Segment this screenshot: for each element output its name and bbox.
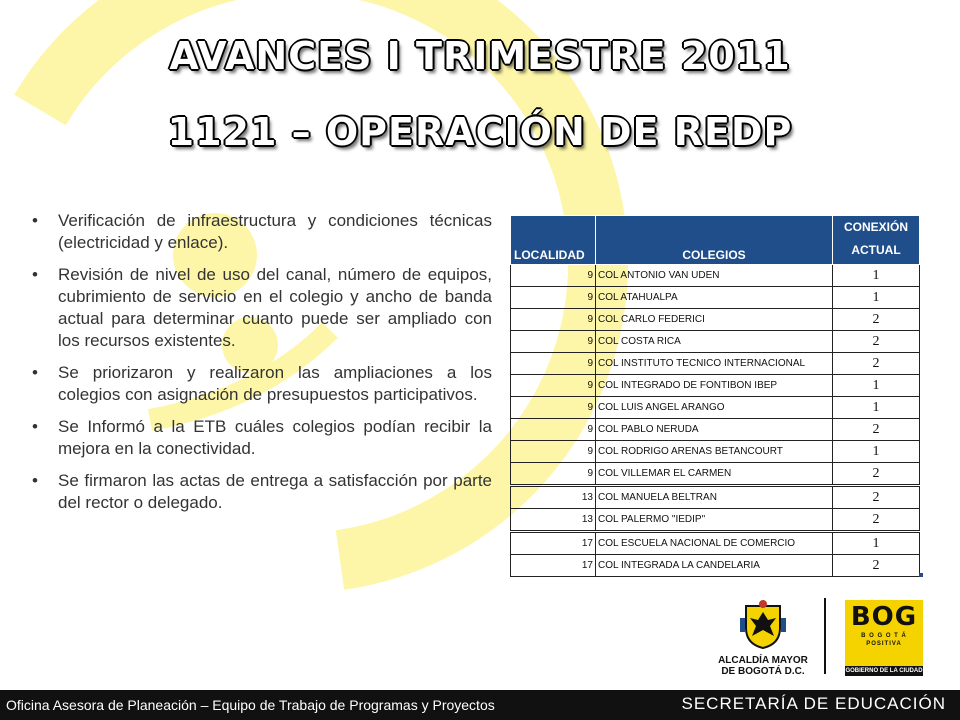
bullet-dot-icon: • bbox=[32, 211, 38, 230]
footer-right-text: SECRETARÍA DE EDUCACIÓN bbox=[681, 694, 946, 713]
alcaldia-line1: ALCALDÍA MAYOR bbox=[718, 655, 808, 666]
slide-subtitle: 1121 – OPERACIÓN DE REDP bbox=[167, 110, 793, 154]
logo-divider bbox=[824, 598, 826, 674]
footer-left-text: Oficina Asesora de Planeación – Equipo de Trabajo de Programas y Proyectos bbox=[6, 697, 495, 713]
alcaldia-logo bbox=[712, 598, 814, 677]
table-header-row bbox=[511, 216, 920, 265]
table-row: 13 COL MANUELA BELTRAN 2 bbox=[511, 486, 920, 509]
table-row: 9 COL VILLEMAR EL CARMEN 2 bbox=[511, 463, 920, 486]
header-colegios: COLEGIOS bbox=[596, 216, 833, 265]
slide-title: AVANCES I TRIMESTRE 2011 bbox=[169, 34, 791, 78]
bog-line1: B O G O T Á bbox=[861, 633, 907, 639]
coat-of-arms-icon bbox=[740, 598, 786, 650]
bullet-item: • Revisión de nivel de uso del canal, número de equipos, cubrimiento de servicio en el colegio y ancho de banda actual para determinar cuanto puede ser ampliado con los recursos existentes. bbox=[32, 265, 492, 350]
bullet-dot-icon: • bbox=[32, 417, 38, 436]
schools-table bbox=[510, 215, 920, 577]
bog-line2: POSITIVA bbox=[866, 641, 902, 647]
table-row: 9 COL INTEGRADO DE FONTIBON IBEP 1 bbox=[511, 375, 920, 397]
bullet-item: • Verificación de infraestructura y condiciones técnicas (electricidad y enlace). bbox=[32, 211, 492, 252]
header-conexion: CONEXIÓN ACTUAL bbox=[833, 216, 920, 265]
table-row: 9 COL RODRIGO ARENAS BETANCOURT 1 bbox=[511, 441, 920, 463]
table-row: 17 COL ESCUELA NACIONAL DE COMERCIO 1 bbox=[511, 532, 920, 555]
footer-bar bbox=[0, 690, 960, 720]
table-row: 9 COL ATAHUALPA 1 bbox=[511, 287, 920, 309]
bullet-item: • Se firmaron las actas de entrega a satisfacción por parte del rector o delegado. bbox=[32, 471, 492, 512]
table-row: 9 COL COSTA RICA 2 bbox=[511, 331, 920, 353]
bullet-item: • Se priorizaron y realizaron las ampliaciones a los colegios con asignación de presupuestos participativos. bbox=[32, 363, 492, 404]
bog-text: BOG bbox=[850, 602, 918, 632]
table-row: 9 COL PABLO NERUDA 2 bbox=[511, 419, 920, 441]
table-row: 9 COL ANTONIO VAN UDEN 1 bbox=[511, 265, 920, 287]
table-row: 17 COL INTEGRADA LA CANDELARIA 2 bbox=[511, 555, 920, 577]
table-row: 9 COL LUIS ANGEL ARANGO 1 bbox=[511, 397, 920, 419]
bullet-item: • Se Informó a la ETB cuáles colegios podían recibir la mejora en la conectividad. bbox=[32, 417, 492, 458]
table-row: 13 COL PALERMO "IEDIP" 2 bbox=[511, 509, 920, 532]
bog-bottom-text: GOBIERNO DE LA CIUDAD bbox=[845, 668, 923, 674]
table-row: 9 COL CARLO FEDERICI 2 bbox=[511, 309, 920, 331]
bullet-list bbox=[30, 210, 492, 524]
bogota-positiva-logo bbox=[845, 600, 923, 676]
bullet-dot-icon: • bbox=[32, 363, 38, 382]
bullet-dot-icon: • bbox=[32, 265, 38, 284]
bullet-dot-icon: • bbox=[32, 471, 38, 490]
table-row: 9 COL INSTITUTO TECNICO INTERNACIONAL 2 bbox=[511, 353, 920, 375]
alcaldia-line2: DE BOGOTÁ D.C. bbox=[721, 666, 805, 677]
header-localidad: LOCALIDAD bbox=[511, 216, 596, 265]
table-resize-handle-icon bbox=[919, 573, 923, 577]
